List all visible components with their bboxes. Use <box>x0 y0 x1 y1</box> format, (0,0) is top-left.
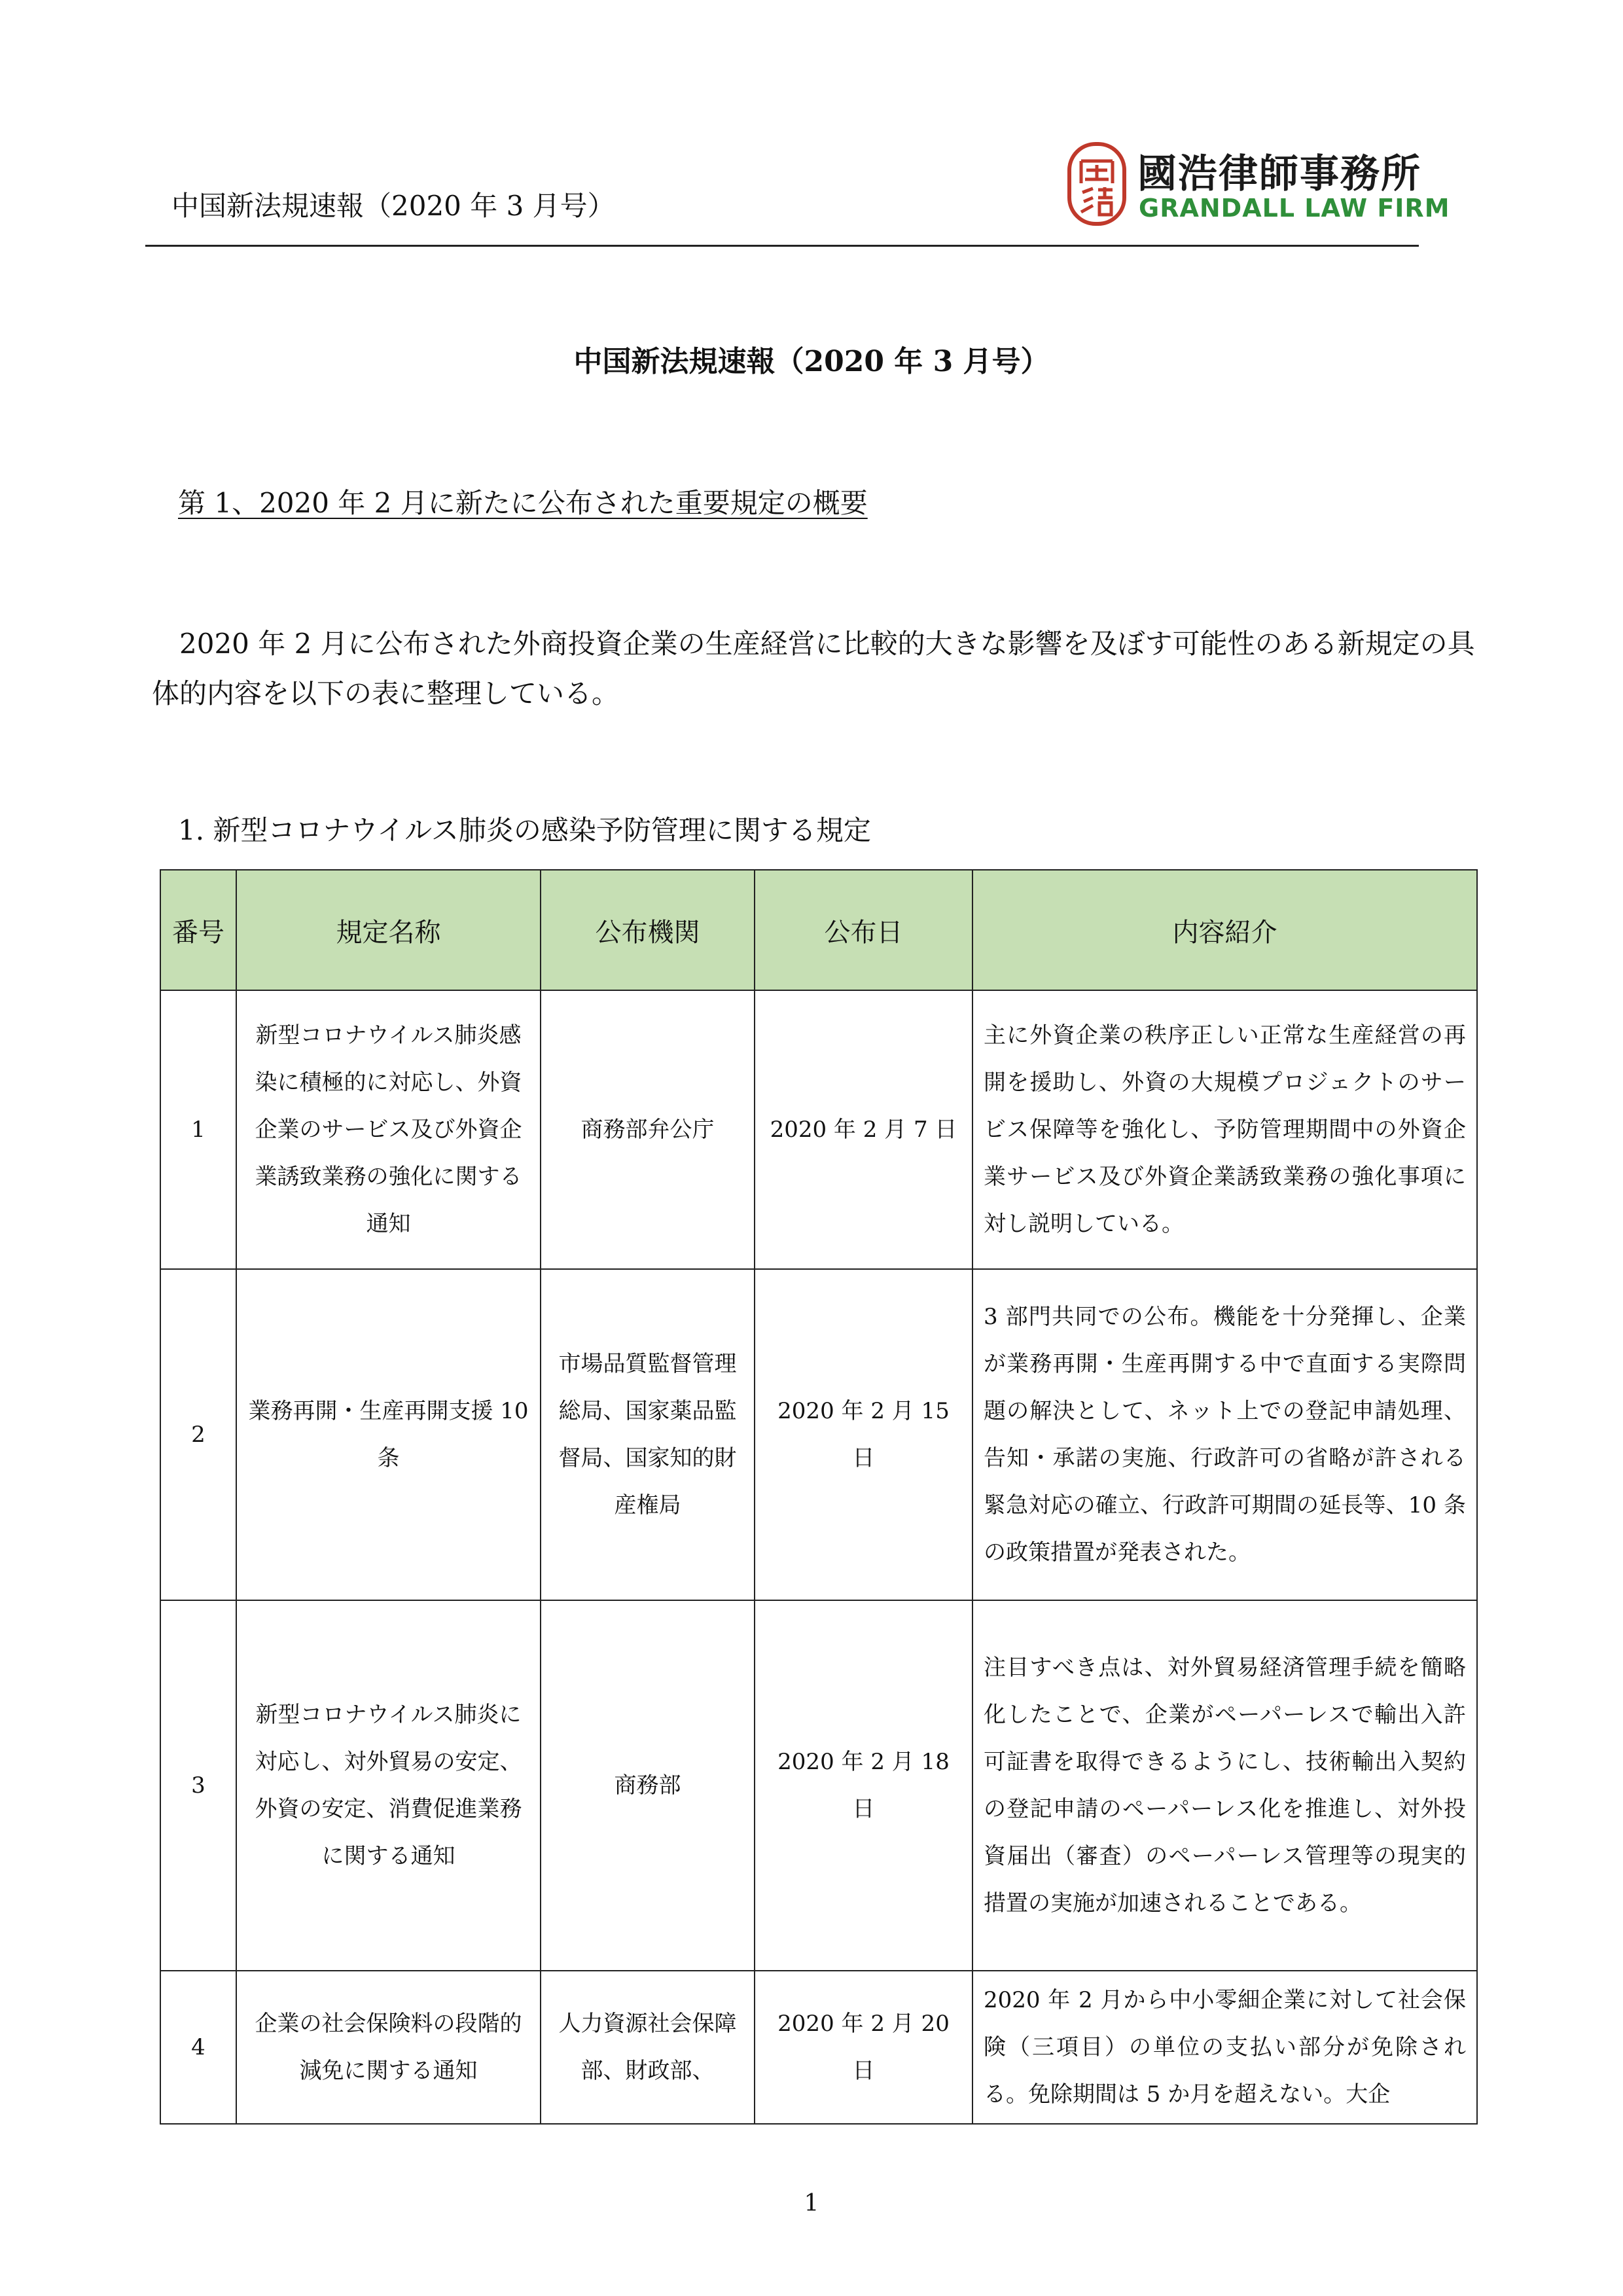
cell-name: 新型コロナウイルス肺炎感染に積極的に対応し、外資企業のサービス及び外資企業誘致業務の強化に関する通知 <box>236 990 541 1269</box>
cell-date: 2020 年 2 月 20 日 <box>755 1971 972 2124</box>
cell-agency: 市場品質監督管理総局、国家薬品監督局、国家知的財産権局 <box>541 1269 755 1600</box>
table-caption: 1. 新型コロナウイルス肺炎の感染予防管理に関する規定 <box>178 814 871 846</box>
cell-date: 2020 年 2 月 15 日 <box>755 1269 972 1600</box>
running-header: 中国新法規速報（2020 年 3 月号） <box>171 190 615 222</box>
cell-name: 業務再開・生産再開支援 10 条 <box>236 1269 541 1600</box>
table-row <box>160 1971 1477 2124</box>
cell-agency: 人力資源社会保障部、財政部、 <box>541 1971 755 2124</box>
col-header-agency: 公布機関 <box>541 870 755 990</box>
col-header-number: 番号 <box>160 870 236 990</box>
table-row <box>160 1269 1477 1600</box>
cell-content: 注目すべき点は、対外貿易経済管理手続を簡略化したことで、企業がペーパーレスで輸出入許可証書を取得できるようにし、技術輸出入契約の登記申請のペーパーレス化を推進し、対外投資届出（審査）のペーパーレス管理等の現実的措置の実施が加速されることである。 <box>972 1600 1477 1971</box>
cell-date: 2020 年 2 月 18 日 <box>755 1600 972 1971</box>
table-row <box>160 990 1477 1269</box>
page-number: 1 <box>804 2190 819 2217</box>
regulations-table <box>160 869 1478 2125</box>
cell-number: 3 <box>160 1600 236 1971</box>
table-header-row <box>160 870 1477 990</box>
table-row <box>160 1600 1477 1971</box>
col-header-date: 公布日 <box>755 870 972 990</box>
logo-chinese-name: 國浩律師事務所 <box>1137 151 1421 197</box>
cell-name: 新型コロナウイルス肺炎に対応し、対外貿易の安定、外資の安定、消費促進業務に関する通知 <box>236 1600 541 1971</box>
intro-paragraph: 2020 年 2 月に公布された外商投資企業の生産経営に比較的大きな影響を及ぼす可能性のある新規定の具体的内容を以下の表に整理している。 <box>152 628 1475 709</box>
cell-date: 2020 年 2 月 7 日 <box>755 990 972 1269</box>
cell-name: 企業の社会保険料の段階的減免に関する通知 <box>236 1971 541 2124</box>
col-header-content: 内容紹介 <box>972 870 1477 990</box>
cell-content: 3 部門共同での公布。機能を十分発揮し、企業が業務再開・生産再開する中で直面する実際問題の解決として、ネット上での登記申請処理、告知・承諾の実施、行政許可の省略が許される緊急対応の確立、行政許可期間の延長等、10 条の政策措置が発表された。 <box>972 1269 1477 1600</box>
col-header-name: 規定名称 <box>236 870 541 990</box>
cell-number: 4 <box>160 1971 236 2124</box>
logo-english-name: GRANDALL LAW FIRM <box>1139 194 1450 223</box>
document-title: 中国新法規速報（2020 年 3 月号） <box>573 345 1050 378</box>
cell-content: 2020 年 2 月から中小零細企業に対して社会保険（三項目）の単位の支払い部分が免除される。免除期間は 5 か月を超えない。大企 <box>972 1971 1477 2124</box>
cell-content: 主に外資企業の秩序正しい正常な生産経営の再開を援助し、外資の大規模プロジェクトのサービス保障等を強化し、予防管理期間中の外資企業サービス及び外資企業誘致業務の強化事項に対し説明している。 <box>972 990 1477 1269</box>
cell-number: 1 <box>160 990 236 1269</box>
header-divider <box>145 245 1419 247</box>
cell-agency: 商務部弁公庁 <box>541 990 755 1269</box>
firm-logo <box>1067 137 1450 229</box>
cell-agency: 商務部 <box>541 1600 755 1971</box>
section-heading: 第 1、2020 年 2 月に新たに公布された重要規定の概要 <box>178 487 868 519</box>
cell-number: 2 <box>160 1269 236 1600</box>
seal-icon <box>1067 141 1127 226</box>
